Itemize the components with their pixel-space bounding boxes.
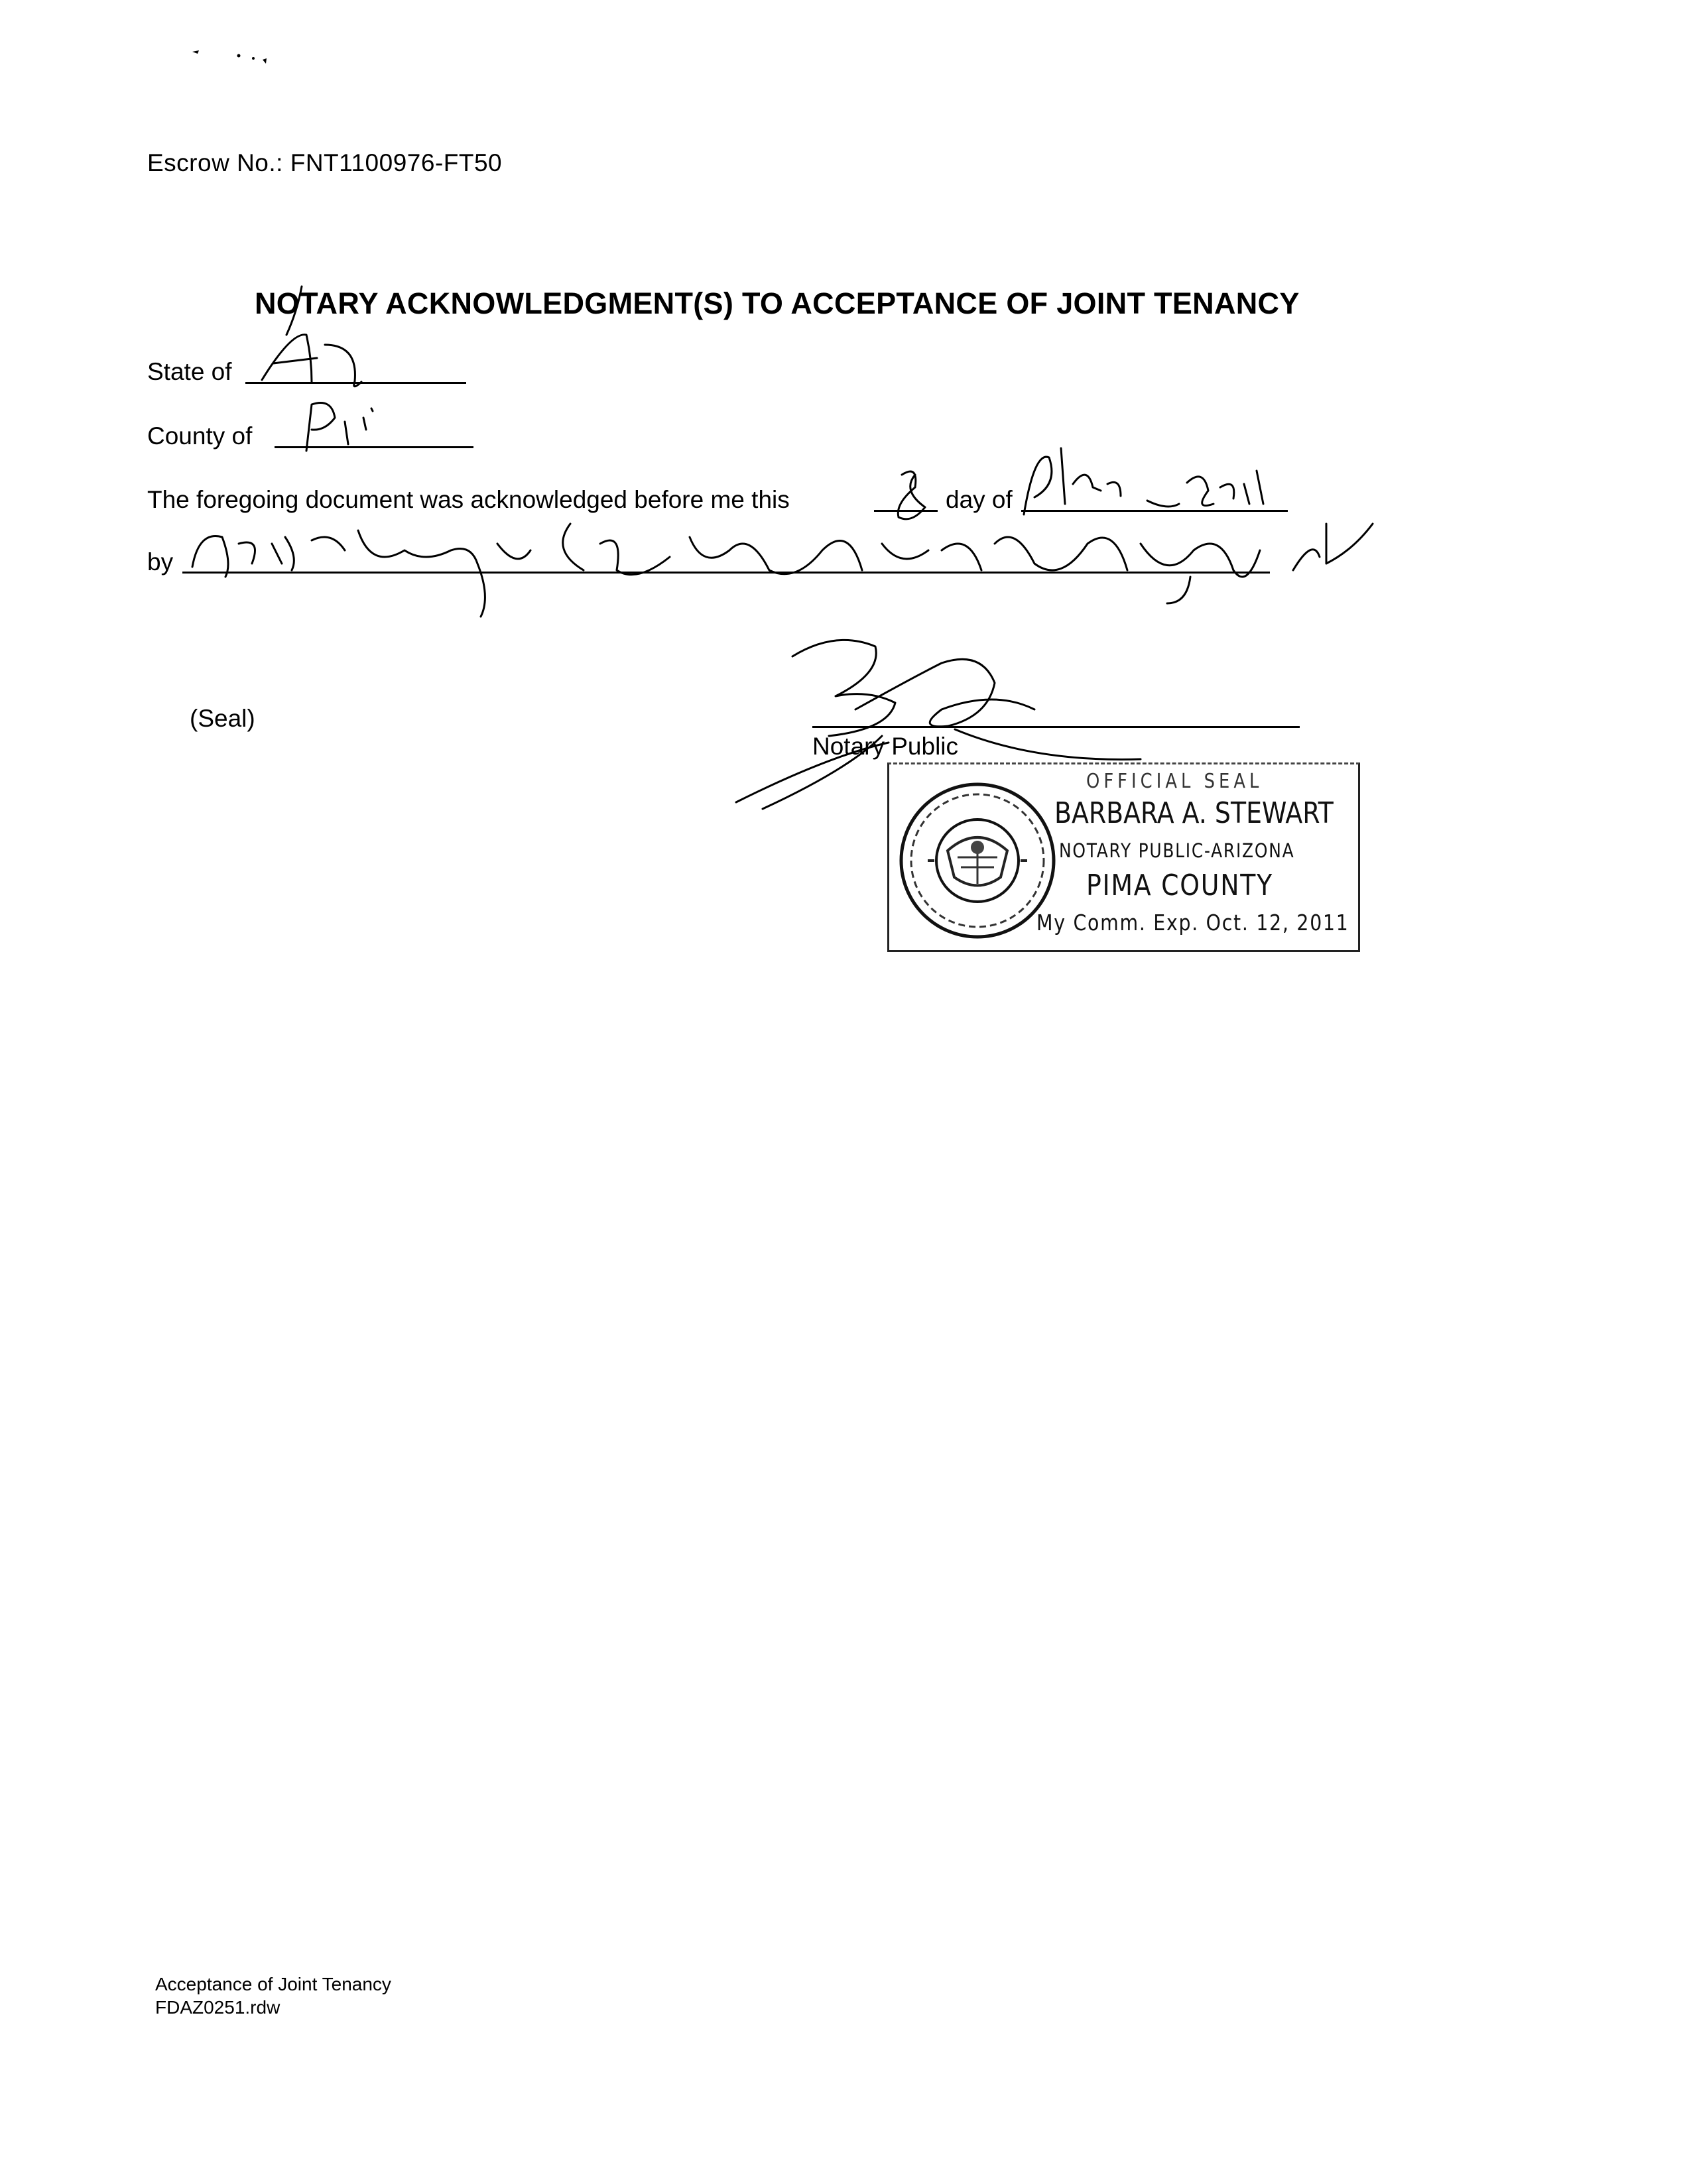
document-title: NOTARY ACKNOWLEDGMENT(S) TO ACCEPTANCE OF JOINT TENANCY	[255, 286, 1300, 320]
day-line	[874, 510, 938, 512]
escrow-number: FNT1100976-FT50	[290, 149, 503, 176]
footer-file-code: FDAZ0251.rdw	[155, 1997, 281, 2018]
stamp-notary-state: NOTARY PUBLIC-ARIZONA	[1059, 839, 1295, 862]
arizona-notary-seal-emblem	[895, 778, 1060, 943]
state-handwriting	[262, 335, 361, 387]
day-of-label: day of	[946, 486, 1013, 513]
county-handwriting	[306, 403, 373, 452]
state-of-line	[245, 382, 466, 384]
notary-stamp	[887, 762, 1360, 952]
escrow-number-line	[147, 149, 502, 177]
county-of-label: County of	[147, 422, 253, 450]
seal-label: (Seal)	[190, 705, 255, 732]
month-year-handwriting	[1024, 448, 1263, 515]
by-line-signatures	[192, 524, 1373, 617]
stamp-official-seal: OFFICIAL SEAL	[1086, 770, 1263, 793]
footer-form-name: Acceptance of Joint Tenancy	[155, 1974, 391, 1994]
notary-public-label: Notary Public	[812, 733, 959, 760]
by-signature-line	[182, 572, 1270, 574]
month-year-line	[1021, 510, 1288, 512]
by-label: by	[147, 548, 174, 576]
state-of-label: State of	[147, 358, 232, 385]
acknowledgment-text: The foregoing document was acknowledged before me this	[147, 486, 790, 513]
scan-specks	[179, 40, 285, 73]
stamp-notary-name: BARBARA A. STEWART	[1054, 796, 1334, 830]
day-handwriting	[898, 471, 925, 519]
county-of-line	[275, 446, 473, 448]
escrow-label: Escrow No.:	[147, 149, 283, 176]
notary-signature-line	[812, 726, 1300, 728]
stamp-commission-expiry: My Comm. Exp. Oct. 12, 2011	[1036, 910, 1349, 936]
stamp-county: PIMA COUNTY	[1086, 869, 1273, 902]
